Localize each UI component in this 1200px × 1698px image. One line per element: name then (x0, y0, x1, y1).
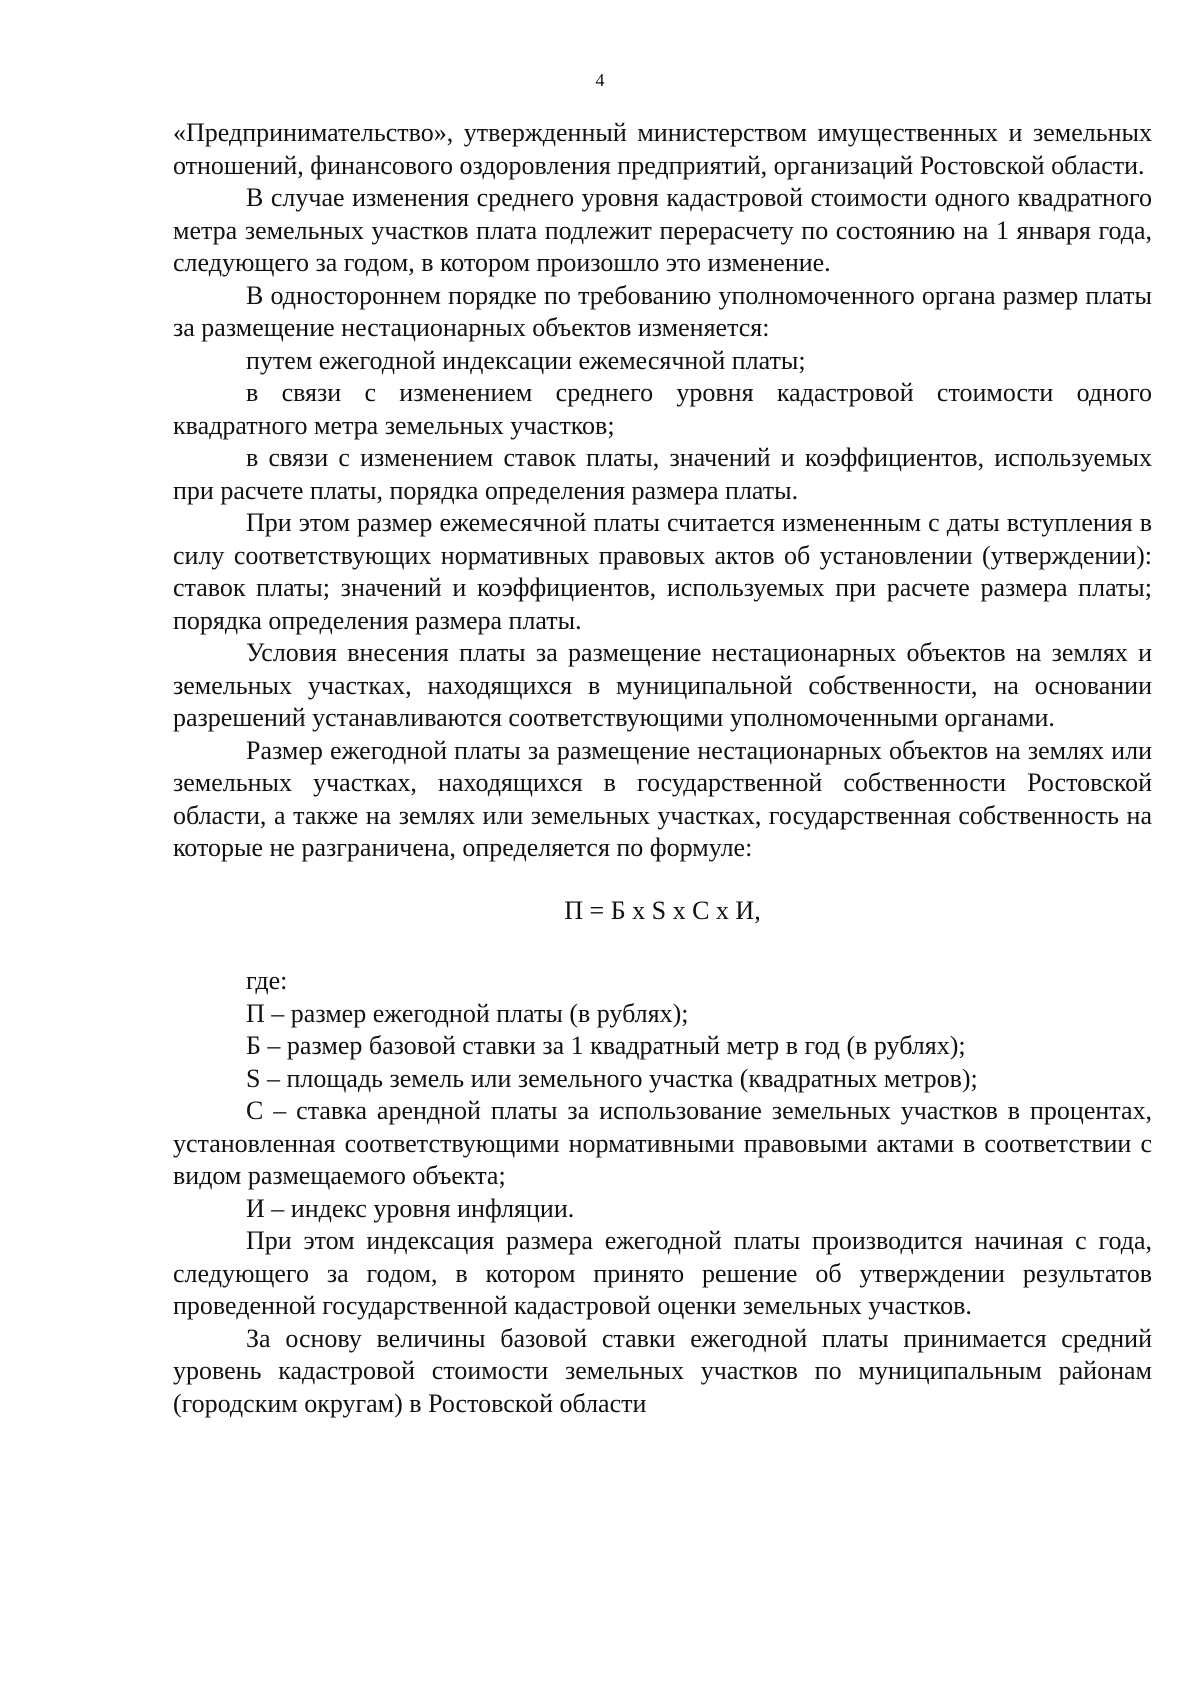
paragraph-unilateral-change: В одностороннем порядке по требованию уполномоченного органа размер платы за размещение нестационарных объектов изменяется: (173, 280, 1152, 342)
fee-formula: П = Б х S х С х И, (564, 895, 761, 925)
formula-definition-p: П – размер ежегодной платы (в рублях); (246, 998, 689, 1028)
paragraph-recalculation: В случае изменения среднего уровня кадастровой стоимости одного квадратного метра земельных участков плата подлежит перерасчету по состоянию на 1 января года, следующего за годом, в котором произошло это изменение. (173, 183, 1152, 277)
page-number: 4 (595, 70, 605, 90)
document-body (173, 117, 1152, 1420)
list-item-cadastral-change: в связи с изменением среднего уровня кадастровой стоимости одного квадратного метра земельных участков; (173, 378, 1152, 440)
paragraph-annual-fee: Размер ежегодной платы за размещение нестационарных объектов на землях или земельных участках, находящихся в государственной собственности Ростовской области, а также на землях или земельных участках, государственная собственность на которые не разграничена, определяется по формуле: (173, 735, 1152, 862)
list-item-rate-change: в связи с изменением ставок платы, значений и коэффициентов, используемых при расчете платы, порядка определения размера платы. (173, 443, 1152, 505)
formula-definition-i: И – индекс уровня инфляции. (246, 1193, 575, 1223)
formula-where-label: где: (246, 966, 288, 995)
paragraph-continuation: «Предпринимательство», утвержденный министерством имущественных и земельных отношений, финансового оздоровления предприятий, организаций Ростовской области. (173, 118, 1152, 180)
paragraph-indexation-start: При этом индексация размера ежегодной платы производится начиная с года, следующего за годом, в котором принято решение об утверждении результатов проведенной государственной кадастровой оценки земельных участков. (173, 1226, 1152, 1320)
paragraph-effective-date: При этом размер ежемесячной платы считается измененным с даты вступления в силу соответствующих нормативных правовых актов об установлении (утверждении): ставок платы; значений и коэффициентов, используемых при расчете размера платы; порядка определения размера платы. (173, 508, 1152, 635)
list-item-indexation: путем ежегодной индексации ежемесячной платы; (246, 345, 806, 375)
formula-definition-c: С – ставка арендной платы за использование земельных участков в процентах, установленная соответствующими нормативными правовыми актами в соответствии с видом размещаемого объекта; (173, 1096, 1152, 1190)
formula-definition-b: Б – размер базовой ставки за 1 квадратный метр в год (в рублях); (246, 1031, 966, 1060)
formula-definition-s: S – площадь земель или земельного участка (квадратных метров); (246, 1063, 978, 1093)
paragraph-municipal-conditions: Условия внесения платы за размещение нестационарных объектов на землях и земельных участках, находящихся в муниципальной собственности, на основании разрешений устанавливаются соответствующими уполномоченными органами. (173, 638, 1152, 732)
paragraph-base-rate: За основу величины базовой ставки ежегодной платы принимается средний уровень кадастровой стоимости земельных участков по муниципальным районам (городским округам) в Ростовской области (173, 1323, 1152, 1418)
